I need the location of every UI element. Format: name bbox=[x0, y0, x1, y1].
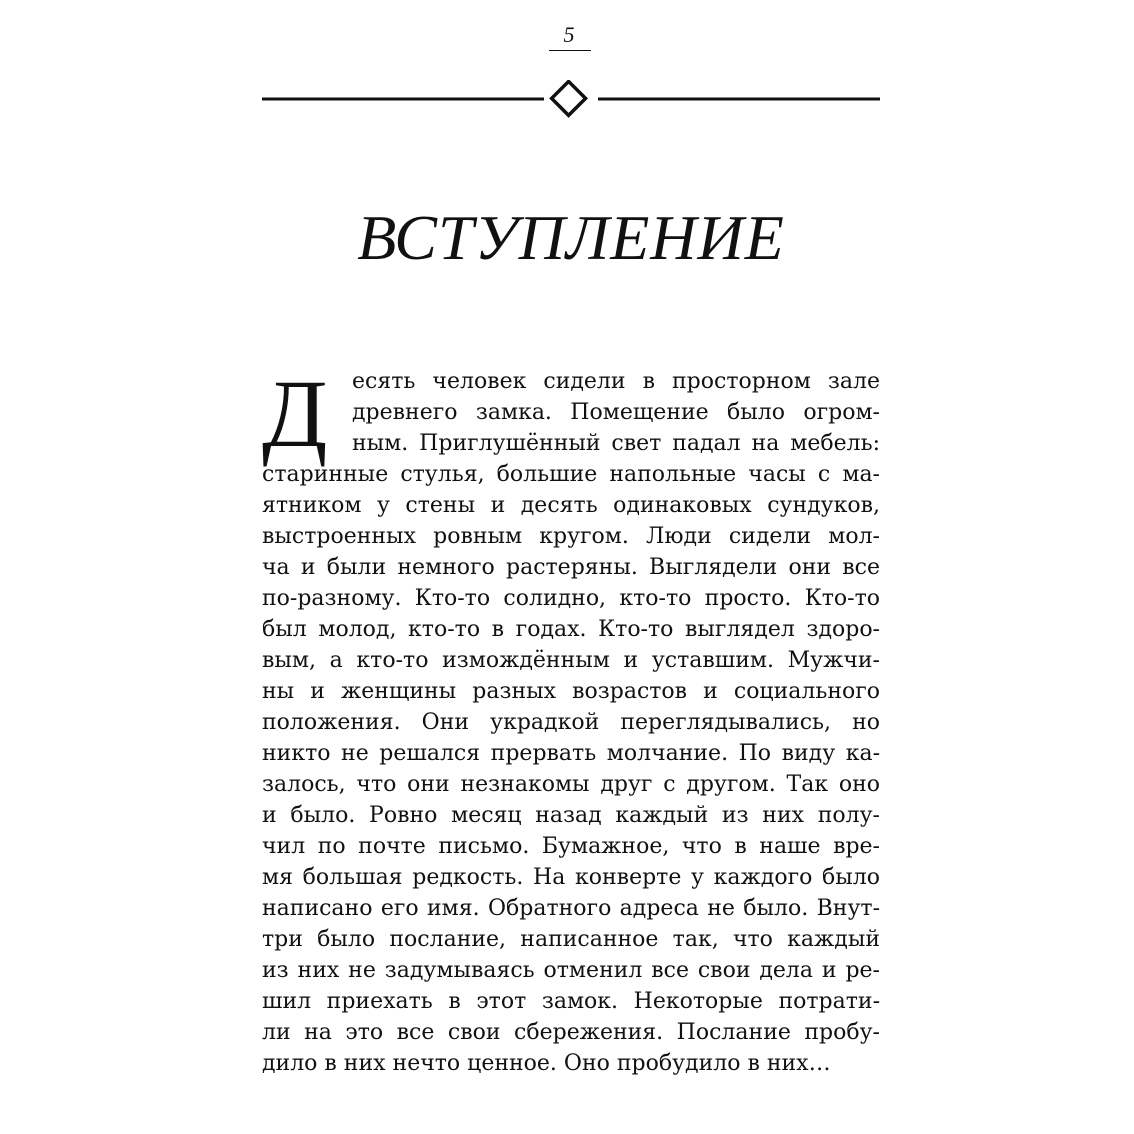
text-line: ны и женщины разных возрастов и социального bbox=[262, 679, 880, 704]
text-line: мя большая редкость. На конверте у каждого было bbox=[262, 865, 880, 890]
text-line: выстроенных ровным кругом. Люди сидели мол- bbox=[262, 524, 880, 549]
text-line: ным. Приглушённый свет падал на мебель: bbox=[352, 431, 880, 456]
text-line: древнего замка. Помещение было огром- bbox=[352, 400, 880, 425]
text-line: положения. Они украдкой переглядывались, но bbox=[262, 710, 880, 735]
text-line: дило в них нечто ценное. Оно пробудило в них… bbox=[262, 1051, 831, 1076]
text-line: и было. Ровно месяц назад каждый из них полу- bbox=[262, 803, 880, 828]
text-line: залось, что они незнакомы друг с другом. Так оно bbox=[262, 772, 880, 797]
body-text bbox=[262, 360, 880, 1079]
text-line: вым, а кто-то измождённым и уставшим. Мужчи- bbox=[262, 648, 880, 673]
chapter-title: ВСТУПЛЕНИЕ bbox=[357, 202, 785, 273]
text-line: чил по почте письмо. Бумажное, что в наше вре- bbox=[262, 834, 880, 859]
text-line: по-разному. Кто-то солидно, кто-то просто. Кто-то bbox=[262, 586, 880, 611]
text-line: из них не задумываясь отменил все свои дела и ре- bbox=[262, 958, 880, 983]
text-line: был молод, кто-то в годах. Кто-то выглядел здоро- bbox=[262, 617, 880, 642]
text-line: шил приехать в этот замок. Некоторые потрати- bbox=[262, 989, 880, 1014]
text-line: ятником у стены и десять одинаковых сундуков, bbox=[262, 493, 880, 518]
text-line: есять человек сидели в просторном зале bbox=[352, 369, 880, 394]
text-line: никто не решался прервать молчание. По виду ка- bbox=[262, 741, 880, 766]
page-number-rule bbox=[549, 50, 591, 51]
text-line: написано его имя. Обратного адреса не было. Внут- bbox=[262, 896, 880, 921]
text-line: старинные стулья, большие напольные часы с ма- bbox=[262, 462, 880, 487]
page-number: 5 bbox=[563, 22, 575, 47]
divider-ornament bbox=[262, 80, 880, 118]
text-line: ча и были немного растеряны. Выглядели они все bbox=[262, 555, 880, 580]
text-line: три было послание, написанное так, что каждый bbox=[262, 927, 880, 952]
text-line: ли на это все свои сбережения. Послание пробу- bbox=[262, 1020, 880, 1045]
diamond-icon bbox=[552, 81, 586, 115]
drop-cap: Д bbox=[262, 360, 328, 467]
